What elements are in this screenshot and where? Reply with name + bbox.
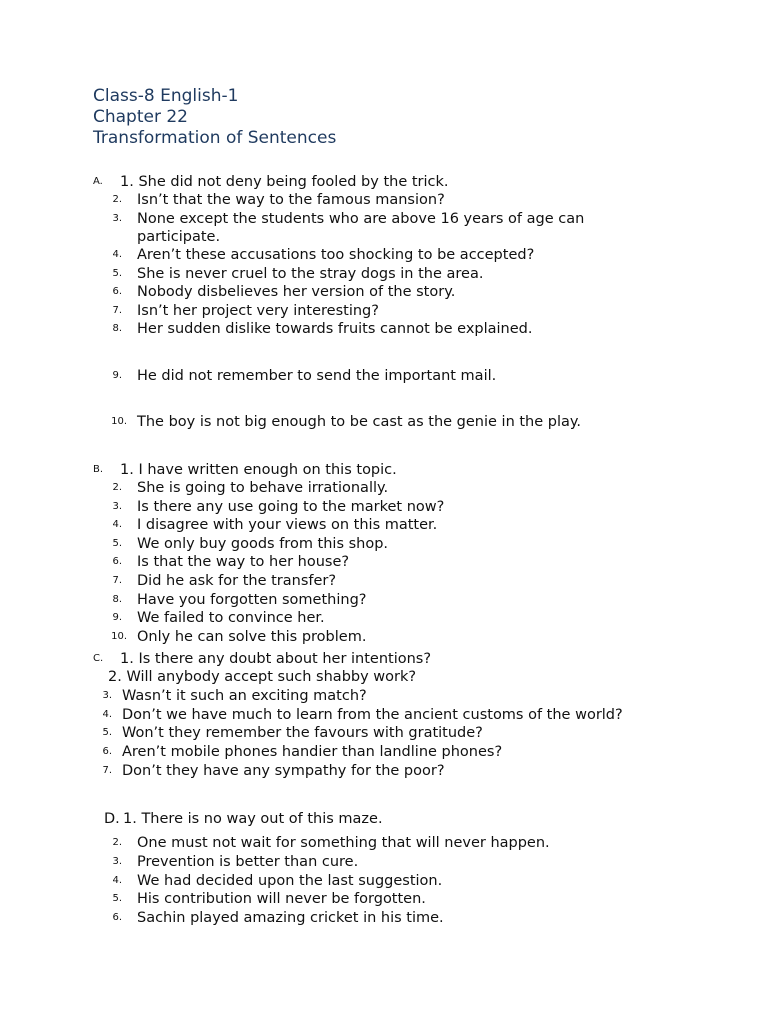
list-item: [120, 172, 449, 192]
item-number: 4.: [112, 249, 122, 260]
item-text: Sachin played amazing cricket in his time.: [137, 910, 444, 926]
item-number: 9.: [112, 612, 122, 623]
item-number: 3.: [112, 213, 122, 224]
section-b-letter: B.: [93, 464, 104, 475]
item-text: I have written enough on this topic.: [138, 462, 397, 478]
item-number: 2.: [112, 837, 122, 848]
item-text: Prevention is better than cure.: [137, 854, 359, 870]
item-number: 6.: [102, 746, 112, 757]
item-text: None except the students who are above 16 years of age can participate.: [137, 211, 585, 245]
item-number: 2.: [112, 194, 122, 205]
list-item: [120, 649, 431, 669]
item-text: One must not wait for something that will never happen.: [137, 835, 550, 851]
class-title: Class-8 English-1: [93, 86, 239, 106]
item-text: His contribution will never be forgotten.: [137, 891, 426, 907]
item-text: She is never cruel to the stray dogs in the area.: [137, 266, 484, 282]
item-number: 1.: [120, 462, 134, 478]
item-number: 6.: [112, 912, 122, 923]
item-text: Is that the way to her house?: [137, 554, 350, 570]
item-text: Is there any use going to the market now?: [137, 499, 445, 515]
item-number: 7.: [112, 575, 122, 586]
section-d-letter: D.: [104, 811, 120, 827]
item-number: 9.: [112, 370, 122, 381]
item-number: 2.: [112, 482, 122, 493]
item-text: Only he can solve this problem.: [137, 629, 367, 645]
item-number: 6.: [112, 286, 122, 297]
item-number: 4.: [102, 709, 112, 720]
item-number: 7.: [112, 305, 122, 316]
item-text: I disagree with your views on this matter.: [137, 517, 438, 533]
item-number: 2.: [108, 669, 122, 685]
item-text: Don’t they have any sympathy for the poor?: [122, 763, 445, 779]
item-text: Won’t they remember the favours with gratitude?: [122, 725, 483, 741]
item-text: Isn’t that the way to the famous mansion?: [137, 192, 445, 208]
item-text: We had decided upon the last suggestion.: [137, 873, 443, 889]
item-text: Aren’t these accusations too shocking to be accepted?: [137, 247, 535, 263]
item-text: Don’t we have much to learn from the ancient customs of the world?: [122, 707, 623, 723]
item-number: 4.: [112, 875, 122, 886]
chapter-title: Chapter 22: [93, 107, 189, 127]
item-number: 1.: [120, 174, 134, 190]
item-number: 10.: [111, 416, 127, 427]
item-text: Have you forgotten something?: [137, 592, 367, 608]
list-item: [120, 460, 397, 480]
item-text: There is no way out of this maze.: [141, 811, 383, 827]
item-number: 8.: [112, 594, 122, 605]
item-text: We only buy goods from this shop.: [137, 536, 389, 552]
item-text: Isn’t her project very interesting?: [137, 303, 379, 319]
item-text: She is going to behave irrationally.: [137, 480, 389, 496]
item-text: Wasn’t it such an exciting match?: [122, 688, 367, 704]
item-text: Will anybody accept such shabby work?: [126, 669, 417, 685]
section-a-letter: A.: [93, 176, 103, 187]
item-text: The boy is not big enough to be cast as the genie in the play.: [137, 414, 582, 430]
topic-title: Transformation of Sentences: [93, 128, 337, 148]
item-number: 5.: [112, 893, 122, 904]
section-c-letter: C.: [93, 653, 104, 664]
item-number: 6.: [112, 556, 122, 567]
item-number: 3.: [112, 501, 122, 512]
item-text: Did he ask for the transfer?: [137, 573, 337, 589]
item-number: 1.: [120, 651, 134, 667]
item-number: 3.: [102, 690, 112, 701]
item-text: She did not deny being fooled by the trick.: [138, 174, 449, 190]
item-text: Her sudden dislike towards fruits cannot be explained.: [137, 321, 533, 337]
item-text: He did not remember to send the important mail.: [137, 368, 497, 384]
item-number: 7.: [102, 765, 112, 776]
item-number: 4.: [112, 519, 122, 530]
item-number: 5.: [112, 268, 122, 279]
item-number: 3.: [112, 856, 122, 867]
list-item: [123, 809, 383, 829]
item-text: Is there any doubt about her intentions?: [138, 651, 432, 667]
item-number: 5.: [112, 538, 122, 549]
item-number: 1.: [123, 811, 137, 827]
item-number: 10.: [111, 631, 127, 642]
item-text: Aren’t mobile phones handier than landline phones?: [122, 744, 503, 760]
item-number: 5.: [102, 727, 112, 738]
item-text: We failed to convince her.: [137, 610, 325, 626]
item-number: 8.: [112, 323, 122, 334]
item-text: Nobody disbelieves her version of the story.: [137, 284, 456, 300]
